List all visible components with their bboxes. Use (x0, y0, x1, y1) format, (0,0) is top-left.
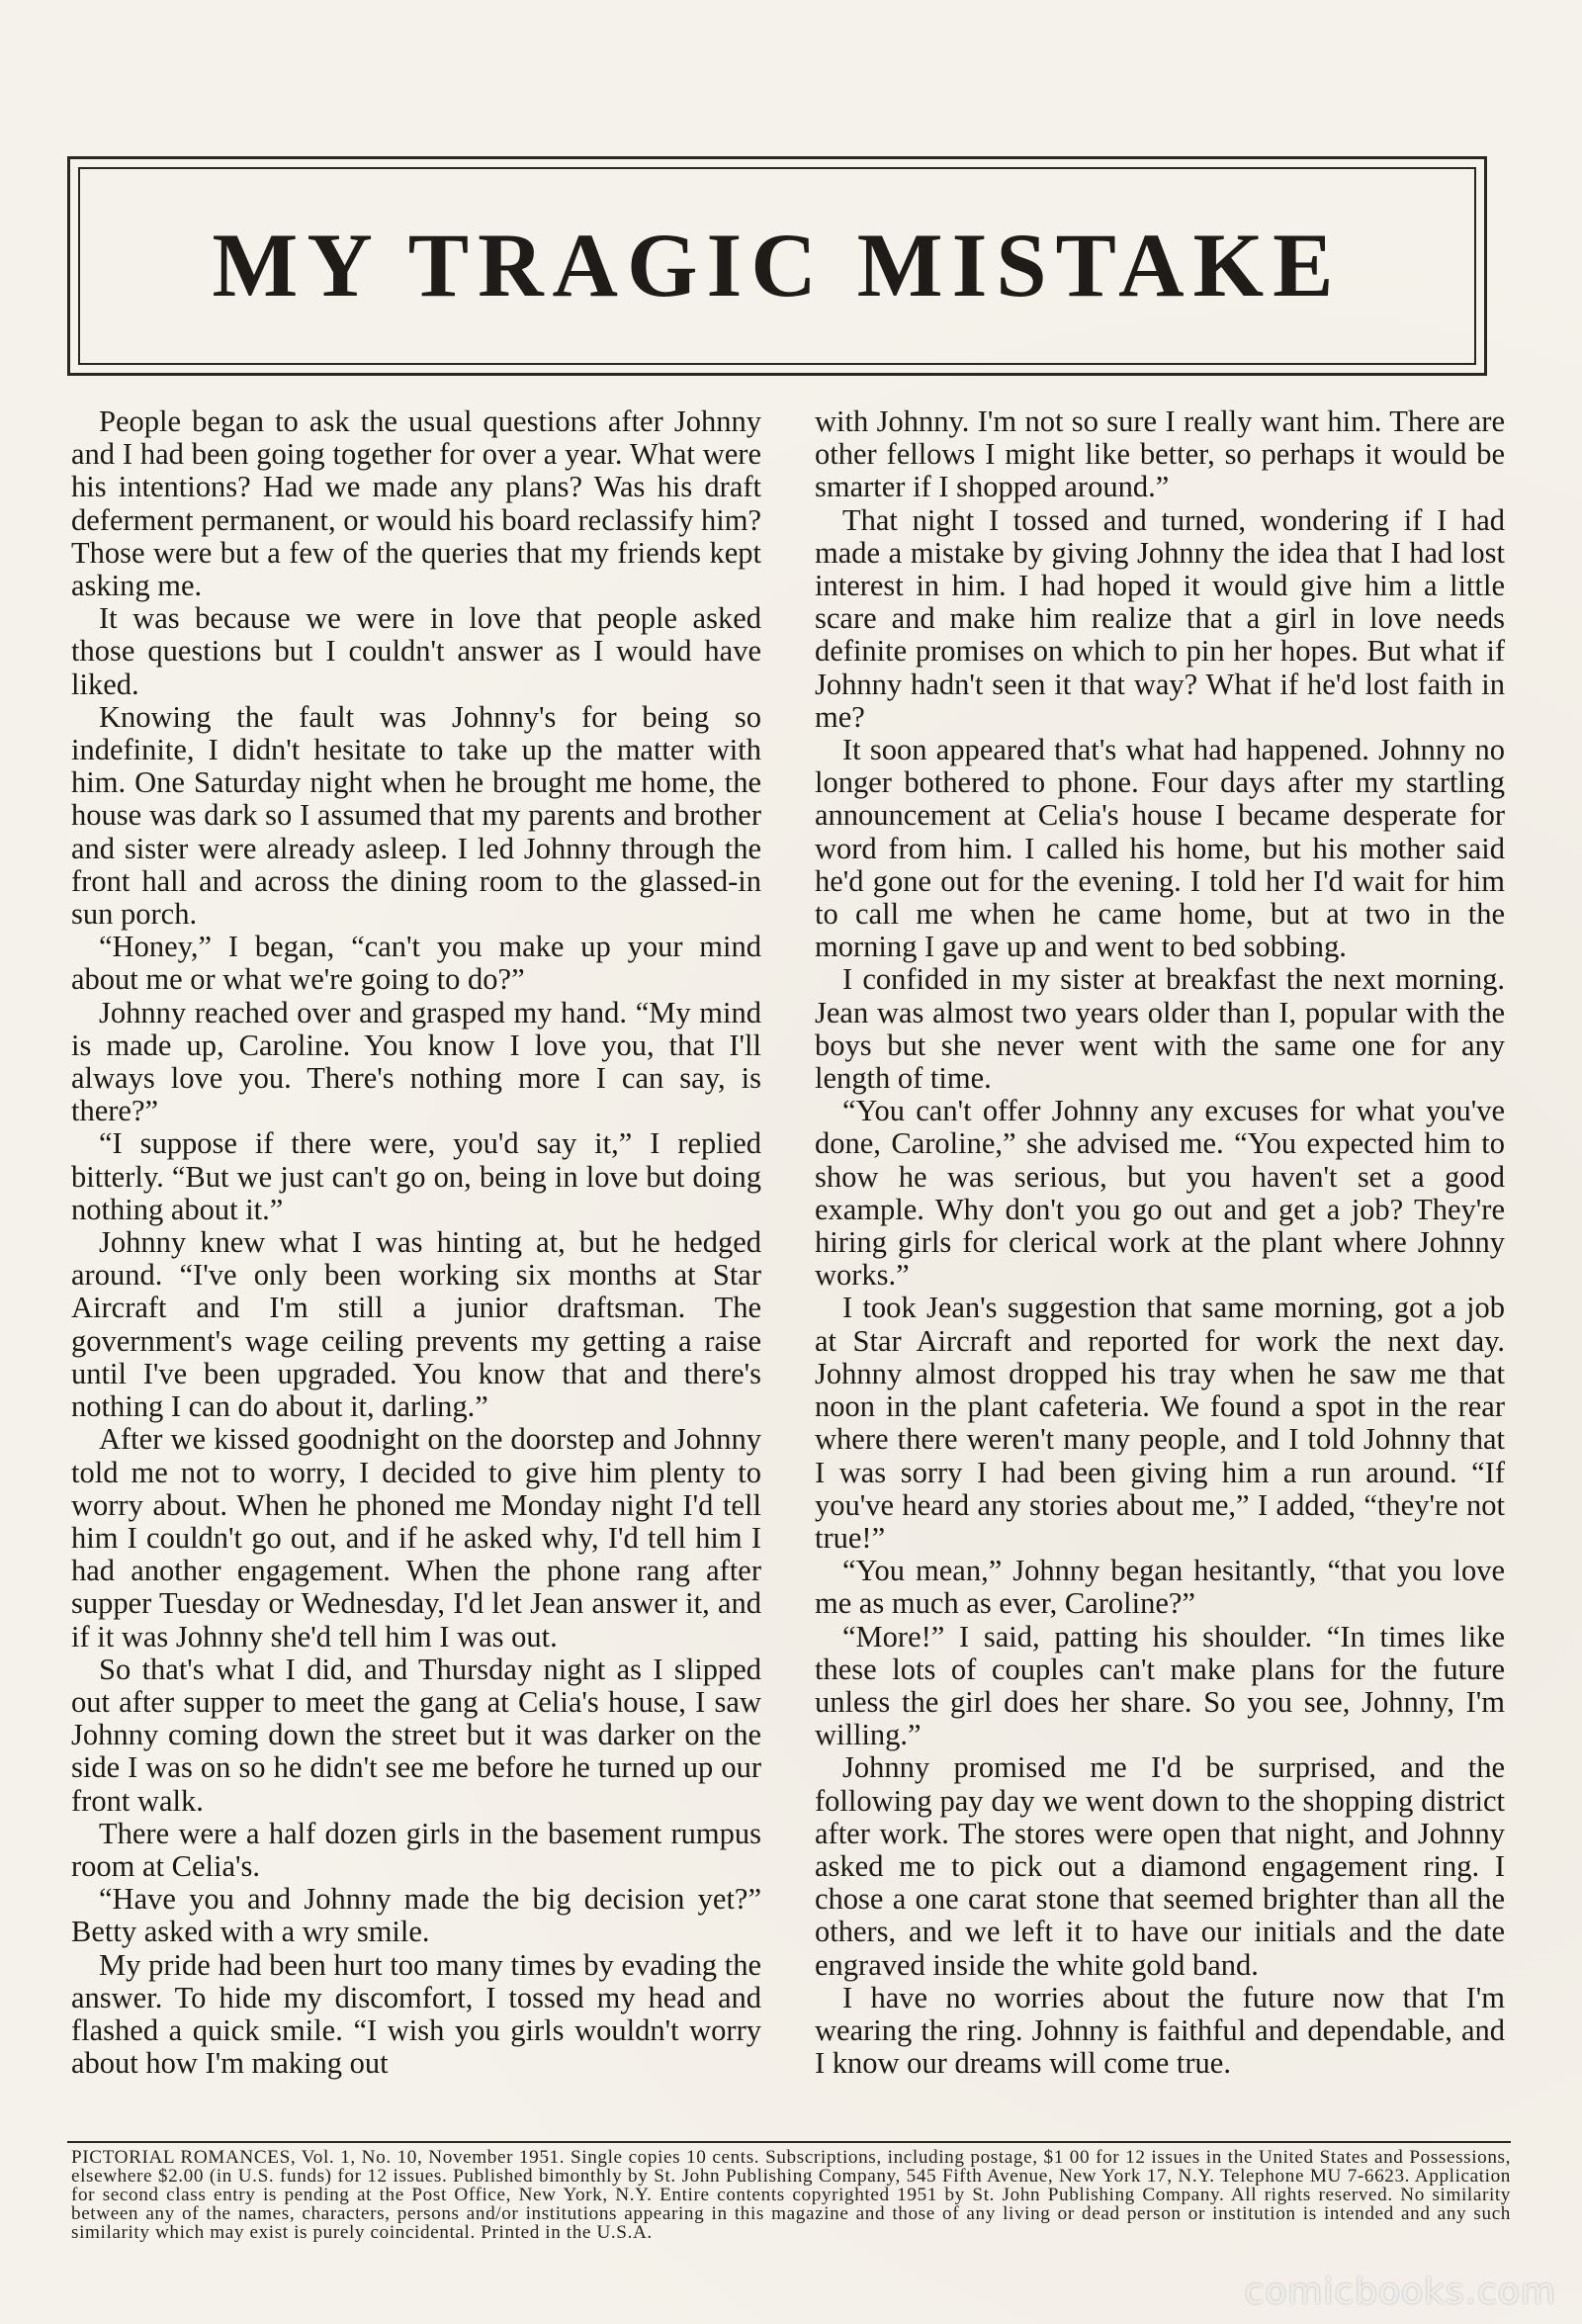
paragraph-continued: with Johnny. I'm not so sure I really want him. There are other fellows I might like better, so perhaps it would be smarter if I shopped around.” (815, 404, 1505, 504)
paragraph: My pride had been hurt too many times by evading the answer. To hide my discomfort, I tossed my head and flashed a quick smile. “I wish you girls wouldn't worry about how I'm making out (71, 1947, 761, 2081)
paragraph: “Honey,” I began, “can't you make up your mind about me or what we're going to do?” (71, 930, 761, 997)
left-column (71, 405, 761, 2080)
paragraph: “I suppose if there were, you'd say it,” I replied bitterly. “But we just can't go on, being in love but doing nothing about it.” (71, 1126, 761, 1226)
paragraph: After we kissed goodnight on the doorstep and Johnny told me not to worry, I decided to give him plenty to worry about. When he phoned me Monday night I'd tell him I couldn't go out, and if he asked why, I'd tell him I had another engagement. When the phone rang after supper Tuesday or Wednesday, I'd let Jean answer it, and if it was Johnny she'd tell him I was out. (71, 1422, 761, 1654)
right-column (815, 405, 1505, 2080)
paragraph: Knowing the fault was Johnny's for being so indefinite, I didn't hesitate to take up the matter with him. One Saturday night when he brought me home, the house was dark so I assumed that my parents and brother and sister were already asleep. I led Johnny through the front hall and across the dining room to the glassed-in sun porch. (71, 699, 761, 932)
paragraph: Johnny promised me I'd be surprised, and the following pay day we went down to the shopping district after work. The stores were open that night, and Johnny asked me to pick out a diamond engagement ring. I chose a one carat stone that seemed brighter than all the others, and we left it to have our initials and the date engraved inside the white gold band. (815, 1750, 1505, 1982)
paragraph: That night I tossed and turned, wondering if I had made a mistake by giving Johnny the idea that I had lost interest in him. I had hoped it would give him a little scare and make him realize that a girl in love needs definite promises on which to pin her hopes. But what if Johnny hadn't seen it that way? What if he'd lost faith in me? (815, 502, 1505, 734)
paragraph: I have no worries about the future now that I'm wearing the ring. Johnny is faithful and dependable, and I know our dreams will come true. (815, 1980, 1505, 2081)
title-frame (67, 156, 1487, 376)
story-body (71, 405, 1513, 2131)
paragraph: It was because we were in love that people asked those questions but I couldn't answer as I would have liked. (71, 601, 761, 701)
paragraph: Johnny knew what I was hinting at, but he hedged around. “I've only been working six months at Star Aircraft and I'm still a junior draftsman. The government's wage ceiling prevents my getting a raise until I've been upgraded. You know that and there's nothing I can do about it, darling.” (71, 1225, 761, 1424)
paragraph: Johnny reached over and grasped my hand. “My mind is made up, Caroline. You know I love you, that I'll always love you. There's nothing more I can say, is there?” (71, 995, 761, 1128)
paragraph: People began to ask the usual questions after Johnny and I had been going together for over a year. What were his intentions? Had we made any plans? Was his draft deferment permanent, or would his board reclassify him? Those were but a few of the queries that my friends kept asking me. (71, 404, 761, 603)
story-title: MY TRAGIC MISTAKE (212, 215, 1343, 315)
paragraph: “You can't offer Johnny any excuses for what you've done, Caroline,” she advised me. “You expected him to show he was serious, but you haven't set a good example. Why don't you go out and get a job? They're hiring girls for clerical work at the plant where Johnny works.” (815, 1094, 1505, 1293)
paragraph: “More!” I said, patting his shoulder. “In times like these lots of couples can't make plans for the future unless the girl does her share. So you see, Johnny, I'm willing.” (815, 1619, 1505, 1752)
paragraph: I confided in my sister at breakfast the next morning. Jean was almost two years older than I, popular with the boys but she never went with the same one for any length of time. (815, 962, 1505, 1096)
paragraph: There were a half dozen girls in the basement rumpus room at Celia's. (71, 1816, 761, 1883)
site-watermark: comicbooks.com (1244, 2272, 1556, 2312)
publication-notice: PICTORIAL ROMANCES, Vol. 1, No. 10, November 1951. Single copies 10 cents. Subscriptions, including postage, $1 00 for 12 issues in the United States and Possessions, elsewhere $2.00 (in U.S. funds) for 12 issues. Published bimonthly by St. John Publishing Company, 545 Fifth Avenue, New York 17, N.Y. Telephone MU 7-6623. Application for second class entry is pending at the Post Office, New York, N.Y. Entire contents copyrighted 1951 by St. John Publishing Company. All rights reserved. No similarity between any of the names, characters, persons and/or institutions appearing in this magazine and those of any living or dead person or institution is intended and any such similarity which may exist is purely coincidental. Printed in the U.S.A. (71, 2147, 1511, 2243)
footer-divider (67, 2141, 1511, 2143)
paragraph: So that's what I did, and Thursday night as I slipped out after supper to meet the gang at Celia's house, I saw Johnny coming down the street but it was darker on the side I was on so he didn't see me before he turned up our front walk. (71, 1652, 761, 1818)
paragraph: I took Jean's suggestion that same morning, got a job at Star Aircraft and reported for work the next day. Johnny almost dropped his tray when he saw me that noon in the plant cafeteria. We found a spot in the rear where there weren't many people, and I told Johnny that I was sorry I had been giving him a run around. “If you've heard any stories about me,” I added, “they're not true!” (815, 1291, 1505, 1555)
paragraph: “You mean,” Johnny began hesitantly, “that you love me as much as ever, Caroline?” (815, 1554, 1505, 1621)
paragraph: It soon appeared that's what had happened. Johnny no longer bothered to phone. Four days after my startling announcement at Celia's house I became desperate for word from him. I called his home, but his mother said he'd gone out for the evening. I told her I'd wait for him to call me when he came home, but at two in the morning I gave up and went to bed sobbing. (815, 733, 1505, 964)
paragraph: “Have you and Johnny made the big decision yet?” Betty asked with a wry smile. (71, 1882, 761, 1949)
